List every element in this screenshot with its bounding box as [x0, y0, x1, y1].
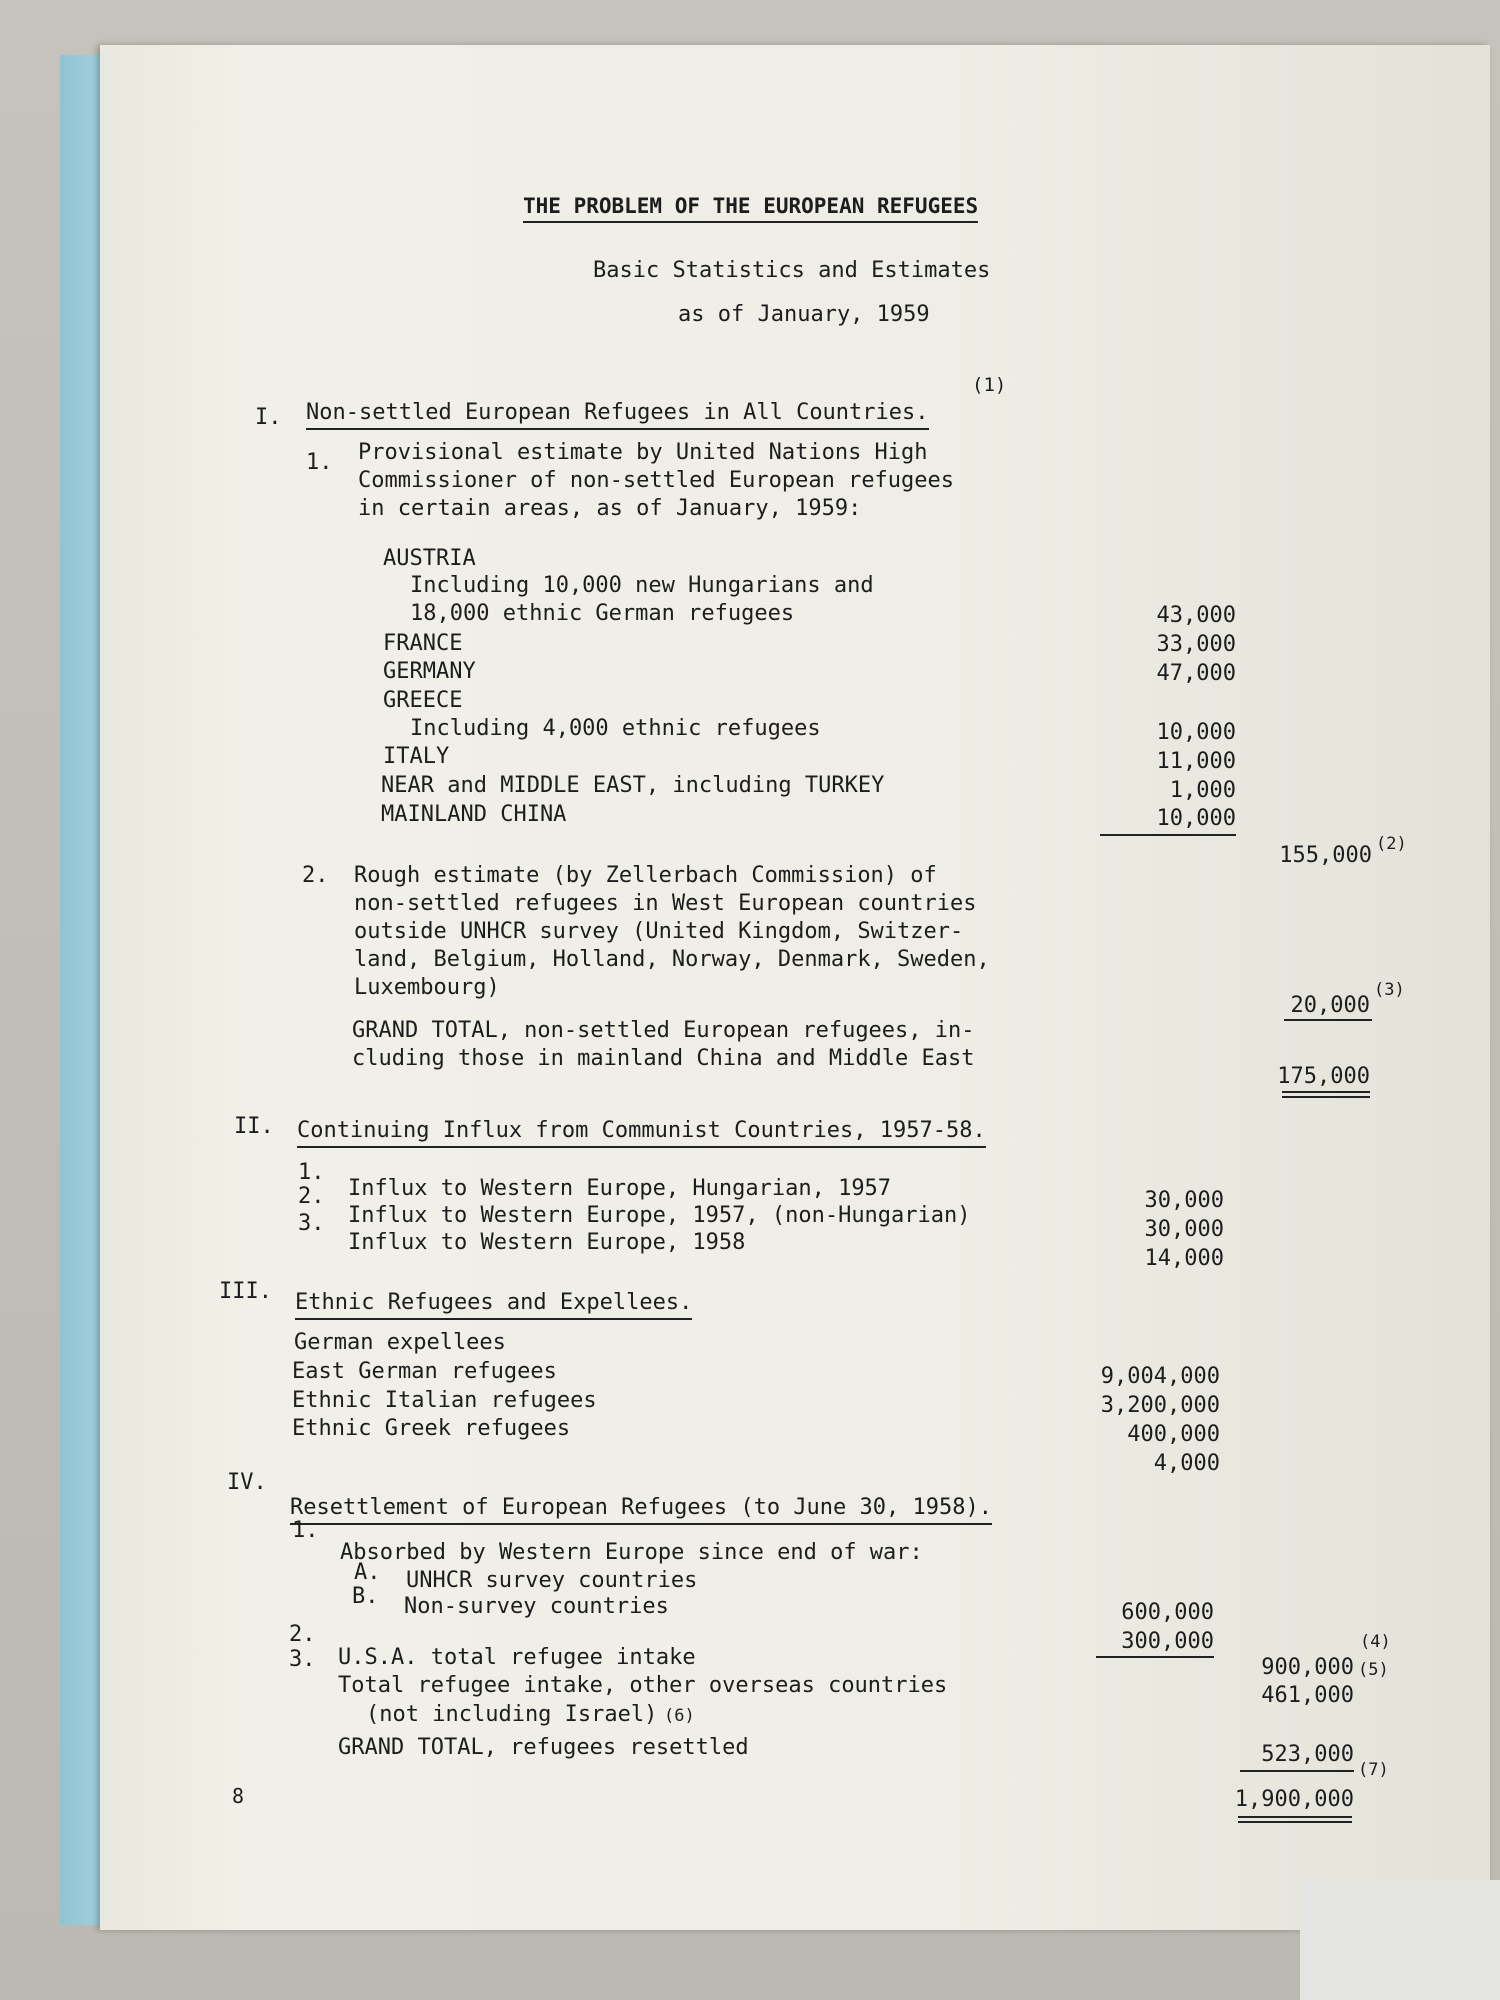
- country-label: GREECE: [383, 688, 463, 713]
- page-corner: [1300, 1880, 1500, 2000]
- list-item: Influx to Western Europe, 1958: [348, 1230, 746, 1255]
- section-1-footnote: (1): [972, 374, 1007, 396]
- list-number: 2.: [289, 1622, 316, 1647]
- document-date-line: as of January, 1959: [678, 302, 930, 327]
- list-number: 2.: [298, 1184, 325, 1209]
- section-3-numeral: III.: [219, 1279, 272, 1304]
- section-1-item-2-value: 20,000: [1290, 993, 1370, 1018]
- list-item: (not including Israel): [366, 1702, 658, 1727]
- country-value: 1,000: [1169, 778, 1236, 803]
- text-line: land, Belgium, Holland, Norway, Denmark, Sweden,: [354, 947, 990, 972]
- section-1-item-1-number: 1.: [306, 450, 333, 475]
- section-3-heading: Ethnic Refugees and Expellees.: [295, 1290, 692, 1320]
- sub-item-letter: A.: [354, 1560, 381, 1585]
- text-line: Provisional estimate by United Nations High: [358, 440, 928, 465]
- country-value: 47,000: [1156, 661, 1236, 686]
- section-2-heading: Continuing Influx from Communist Countries, 1957-58.: [297, 1118, 986, 1148]
- list-item: Absorbed by Western Europe since end of war:: [340, 1540, 923, 1565]
- list-item-value: 4,000: [1153, 1451, 1220, 1476]
- sub-item-value: 300,000: [1121, 1629, 1214, 1654]
- list-item: German expellees: [294, 1330, 506, 1355]
- list-item-value: 3,200,000: [1100, 1393, 1220, 1418]
- country-value: 10,000: [1100, 806, 1236, 836]
- country-label: NEAR and MIDDLE EAST, including TURKEY: [381, 773, 885, 798]
- country-label: AUSTRIA: [383, 546, 476, 571]
- section-4-grand-total-label: GRAND TOTAL, refugees resettled: [338, 1735, 749, 1760]
- section-1-item-2-number: 2.: [302, 863, 329, 888]
- list-number: 1.: [298, 1160, 325, 1185]
- list-number: 3.: [289, 1647, 316, 1672]
- country-note: 18,000 ethnic German refugees: [410, 601, 795, 626]
- double-rule: [1282, 1091, 1370, 1098]
- item-2-footnote: (3): [1374, 980, 1405, 1000]
- country-note: Including 4,000 ethnic refugees: [410, 716, 821, 741]
- country-value: 10,000: [1156, 720, 1236, 745]
- list-item-value: 461,000: [1261, 1683, 1354, 1708]
- item-footnote: (5): [1358, 1660, 1389, 1680]
- section-4-grand-total-value: 1,900,000: [1234, 1787, 1354, 1812]
- country-value: 33,000: [1156, 632, 1236, 657]
- document-title: THE PROBLEM OF THE EUROPEAN REFUGEES: [523, 193, 978, 223]
- text-line: cluding those in mainland China and Middle East: [352, 1046, 975, 1071]
- country-note: Including 10,000 new Hungarians and: [410, 573, 874, 598]
- list-number: 3.: [298, 1211, 325, 1236]
- value-rule: [1096, 1656, 1214, 1658]
- section-1-numeral: I.: [255, 405, 282, 430]
- section-4-heading: Resettlement of European Refugees (to June 30, 1958).: [290, 1495, 992, 1525]
- country-label: MAINLAND CHINA: [381, 802, 567, 827]
- section-2-numeral: II.: [234, 1114, 274, 1139]
- text-line: outside UNHCR survey (United Kingdom, Switzer-: [354, 919, 964, 944]
- country-label: ITALY: [383, 744, 450, 769]
- country-value: 43,000: [1156, 603, 1236, 628]
- value-rule: [1240, 1770, 1354, 1772]
- text-line: Commissioner of non-settled European refugees: [358, 468, 955, 493]
- country-value: 11,000: [1156, 749, 1236, 774]
- section-1-heading: Non-settled European Refugees in All Countries.: [306, 400, 929, 430]
- section-1-subtotal: 155,000: [1279, 843, 1372, 868]
- sub-item: Non-survey countries: [404, 1594, 669, 1619]
- text-line: Luxembourg): [354, 975, 500, 1000]
- section-4-numeral: IV.: [227, 1470, 267, 1495]
- list-item-value: 9,004,000: [1100, 1364, 1220, 1389]
- text-line: GRAND TOTAL, non-settled European refugees, in-: [352, 1018, 975, 1043]
- subtotal-footnote: (2): [1376, 834, 1407, 854]
- list-item-value: 400,000: [1127, 1422, 1220, 1447]
- list-item: Influx to Western Europe, Hungarian, 1957: [348, 1176, 892, 1201]
- value-rule: [1284, 1019, 1372, 1021]
- sub-item-letter: B.: [352, 1584, 379, 1609]
- list-item: Ethnic Italian refugees: [292, 1388, 597, 1413]
- document-subtitle: Basic Statistics and Estimates: [593, 258, 991, 283]
- list-item: Total refugee intake, other overseas countries: [338, 1673, 948, 1698]
- text-line: non-settled refugees in West European countries: [354, 891, 977, 916]
- section-1-grand-total-value: 175,000: [1277, 1064, 1370, 1089]
- grand-total-footnote: (7): [1358, 1760, 1389, 1780]
- text-line: in certain areas, as of January, 1959:: [358, 496, 862, 521]
- list-item: East German refugees: [292, 1359, 557, 1384]
- text-line: Rough estimate (by Zellerbach Commission) of: [354, 863, 937, 888]
- list-item: Influx to Western Europe, 1957, (non-Hungarian): [348, 1203, 971, 1228]
- list-item-value: 30,000: [1144, 1188, 1224, 1213]
- section-4-subtotal: 900,000: [1261, 1655, 1354, 1680]
- list-item: Ethnic Greek refugees: [292, 1416, 571, 1441]
- list-number: 1.: [292, 1518, 319, 1543]
- sub-item-value: 600,000: [1121, 1600, 1214, 1625]
- subtotal-footnote: (4): [1360, 1632, 1391, 1652]
- page-number: 8: [232, 1784, 245, 1808]
- sub-item: UNHCR survey countries: [406, 1568, 698, 1593]
- country-label: GERMANY: [383, 659, 476, 684]
- list-item: U.S.A. total refugee intake: [338, 1645, 696, 1670]
- list-item-value: 14,000: [1144, 1246, 1224, 1271]
- list-item-value: 30,000: [1144, 1217, 1224, 1242]
- item-footnote: (6): [664, 1706, 695, 1726]
- double-rule: [1238, 1816, 1352, 1823]
- list-item-value: 523,000: [1261, 1742, 1354, 1767]
- country-label: FRANCE: [383, 631, 463, 656]
